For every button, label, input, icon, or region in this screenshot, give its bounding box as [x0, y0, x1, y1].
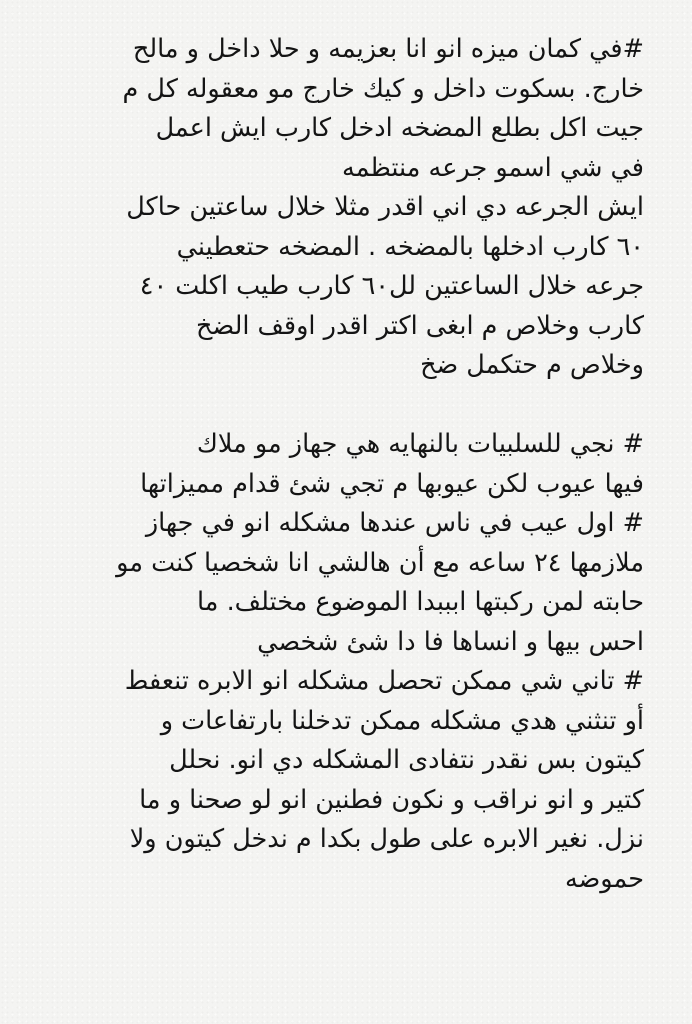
text-line: جرعه خلال الساعتين لل٦٠ كارب طيب اكلت ٤٠: [139, 271, 644, 301]
text-line: كتير و انو نراقب و نكون فطنين انو لو صحنا و ما: [139, 784, 644, 815]
text-line: احس بيها و انساها فا دا شئ شخصي: [257, 626, 644, 657]
text-line: حابته لمن ركبتها ابببدا الموضوع مختلف. ما: [197, 587, 644, 617]
paragraph-spacer: [38, 386, 644, 426]
text-line: خارج. بسكوت داخل و كيك خارج مو معقوله كل م: [122, 73, 644, 104]
text-line: ملازمها ٢٤ ساعه مع أن هالشي انا شخصيا كنت مو: [116, 547, 644, 578]
text-line: وخلاص م حتكمل ضخ: [420, 350, 644, 380]
text-line: ايش الجرعه دي اني اقدر مثلا خلال ساعتين حاكل: [126, 192, 644, 222]
text-line: جيت اكل بطلع المضخه ادخل كارب ايش اعمل: [155, 113, 644, 143]
text-line: #في كمان ميزه انو انا بعزيمه و حلا داخل و مالح: [132, 34, 644, 64]
text-line: أو تنثني هدي مشكله ممكن تدخلنا بارتفاعات و: [160, 705, 644, 736]
text-line: # نجي للسلبيات بالنهايه هي جهاز مو ملاك: [196, 429, 644, 459]
text-line: كارب وخلاص م ابغى اكتر اقدر اوقف الضخ: [196, 310, 644, 341]
text-line: فيها عيوب لكن عيوبها م تجي شئ قدام مميزاتها: [140, 468, 644, 499]
text-line: في شي اسمو جرعه منتظمه: [342, 152, 644, 183]
text-line: # اول عيب في ناس عندها مشكله انو في جهاز: [145, 508, 644, 538]
text-line: نزل. نغير الابره على طول بكدا م ندخل كيتون ولا: [129, 824, 644, 854]
text-line: حموضه: [564, 863, 644, 894]
text-line: ٦٠ كارب ادخلها بالمضخه . المضخه حتعطيني: [176, 231, 644, 262]
note-body: [38, 30, 644, 899]
text-line: # تاني شي ممكن تحصل مشكله انو الابره تنعفط: [124, 666, 644, 696]
text-line: كيتون بس نقدر نتفادى المشكله دي انو. نحلل: [169, 745, 644, 775]
